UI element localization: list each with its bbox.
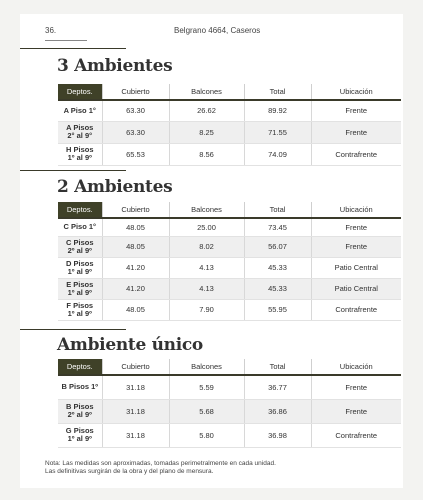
- cell-total: 56.07: [244, 236, 311, 257]
- cell-balcones: 5.80: [169, 423, 244, 447]
- cell-balcones: 8.02: [169, 236, 244, 257]
- cell-depto: B Pisos 2º al 9º: [58, 399, 102, 423]
- col-header-ubicacion: Ubicación: [311, 202, 401, 218]
- col-header-cubierto: Cubierto: [102, 202, 169, 218]
- col-header-cubierto: Cubierto: [102, 359, 169, 375]
- col-header-cubierto: Cubierto: [102, 84, 169, 100]
- col-header-balcones: Balcones: [169, 202, 244, 218]
- cell-total: 71.55: [244, 121, 311, 143]
- table-row: [58, 423, 401, 447]
- cell-balcones: 4.13: [169, 257, 244, 278]
- table-3-ambientes: [58, 84, 401, 166]
- col-header-balcones: Balcones: [169, 84, 244, 100]
- col-header-deptos: Deptos.: [58, 359, 102, 375]
- cell-depto: C Piso 1°: [58, 218, 102, 236]
- cell-ubicacion: Frente: [311, 399, 401, 423]
- col-header-total: Total: [244, 359, 311, 375]
- cell-cubierto: 41.20: [102, 257, 169, 278]
- cell-ubicacion: Contrafrente: [311, 423, 401, 447]
- cell-total: 45.33: [244, 257, 311, 278]
- col-header-total: Total: [244, 84, 311, 100]
- cell-depto: G Pisos 1º al 9º: [58, 423, 102, 447]
- col-header-deptos: Deptos.: [58, 202, 102, 218]
- section-title-3-ambientes: 3 Ambientes: [57, 56, 173, 76]
- cell-depto: F Pisos 1º al 9º: [58, 299, 102, 320]
- cell-depto: D Pisos 1º al 9º: [58, 257, 102, 278]
- cell-balcones: 7.90: [169, 299, 244, 320]
- page-number: 36.: [45, 26, 57, 35]
- cell-total: 55.95: [244, 299, 311, 320]
- table-header-row: [58, 359, 401, 375]
- cell-ubicacion: Frente: [311, 218, 401, 236]
- cell-balcones: 25.00: [169, 218, 244, 236]
- table-2-ambientes: [58, 202, 401, 321]
- section-divider: [20, 170, 126, 171]
- cell-depto: B Pisos 1º: [58, 375, 102, 399]
- cell-depto: E Pisos 1º al 9º: [58, 278, 102, 299]
- table-row: [58, 100, 401, 121]
- cell-total: 36.86: [244, 399, 311, 423]
- cell-total: 89.92: [244, 100, 311, 121]
- cell-total: 74.09: [244, 143, 311, 165]
- measurement-note: Nota: Las medidas son aproximadas, tomadas perimetralmente en cada unidad. Las definitivas surgirán de la obra y del plano de mensura.: [45, 460, 276, 476]
- cell-ubicacion: Frente: [311, 375, 401, 399]
- cell-cubierto: 48.05: [102, 218, 169, 236]
- cell-total: 45.33: [244, 278, 311, 299]
- col-header-balcones: Balcones: [169, 359, 244, 375]
- section-title-2-ambientes: 2 Ambientes: [57, 177, 173, 197]
- cell-cubierto: 31.18: [102, 423, 169, 447]
- cell-ubicacion: Frente: [311, 236, 401, 257]
- cell-cubierto: 48.05: [102, 236, 169, 257]
- table-row: [58, 257, 401, 278]
- table-row: [58, 399, 401, 423]
- cell-balcones: 8.56: [169, 143, 244, 165]
- col-header-total: Total: [244, 202, 311, 218]
- table-row: [58, 278, 401, 299]
- cell-total: 36.98: [244, 423, 311, 447]
- cell-balcones: 8.25: [169, 121, 244, 143]
- cell-balcones: 5.68: [169, 399, 244, 423]
- header-divider: [45, 40, 87, 41]
- cell-depto: C Pisos 2º al 9º: [58, 236, 102, 257]
- cell-ubicacion: Frente: [311, 100, 401, 121]
- section-divider: [20, 329, 126, 330]
- table-row: [58, 121, 401, 143]
- table-ambiente-unico: [58, 359, 401, 448]
- cell-ubicacion: Contrafrente: [311, 143, 401, 165]
- cell-cubierto: 31.18: [102, 375, 169, 399]
- cell-cubierto: 63.30: [102, 121, 169, 143]
- table-row: [58, 299, 401, 320]
- cell-ubicacion: Patio Central: [311, 257, 401, 278]
- cell-cubierto: 63.30: [102, 100, 169, 121]
- cell-ubicacion: Patio Central: [311, 278, 401, 299]
- cell-ubicacion: Contrafrente: [311, 299, 401, 320]
- col-header-ubicacion: Ubicación: [311, 84, 401, 100]
- table-row: [58, 143, 401, 165]
- table-header-row: [58, 202, 401, 218]
- cell-cubierto: 48.05: [102, 299, 169, 320]
- col-header-deptos: Deptos.: [58, 84, 102, 100]
- document-page: [20, 14, 403, 488]
- cell-ubicacion: Frente: [311, 121, 401, 143]
- cell-balcones: 4.13: [169, 278, 244, 299]
- cell-balcones: 5.59: [169, 375, 244, 399]
- address-header: Belgrano 4664, Caseros: [174, 26, 261, 35]
- table-header-row: [58, 84, 401, 100]
- table-row: [58, 236, 401, 257]
- col-header-ubicacion: Ubicación: [311, 359, 401, 375]
- cell-depto: A Pisos 2° al 9°: [58, 121, 102, 143]
- cell-depto: H Pisos 1º al 9º: [58, 143, 102, 165]
- table-row: [58, 375, 401, 399]
- section-divider: [20, 48, 126, 49]
- cell-total: 36.77: [244, 375, 311, 399]
- cell-cubierto: 41.20: [102, 278, 169, 299]
- cell-cubierto: 31.18: [102, 399, 169, 423]
- cell-balcones: 26.62: [169, 100, 244, 121]
- cell-cubierto: 65.53: [102, 143, 169, 165]
- section-title-ambiente-unico: Ambiente único: [57, 335, 203, 355]
- table-row: [58, 218, 401, 236]
- cell-total: 73.45: [244, 218, 311, 236]
- cell-depto: A Piso 1°: [58, 100, 102, 121]
